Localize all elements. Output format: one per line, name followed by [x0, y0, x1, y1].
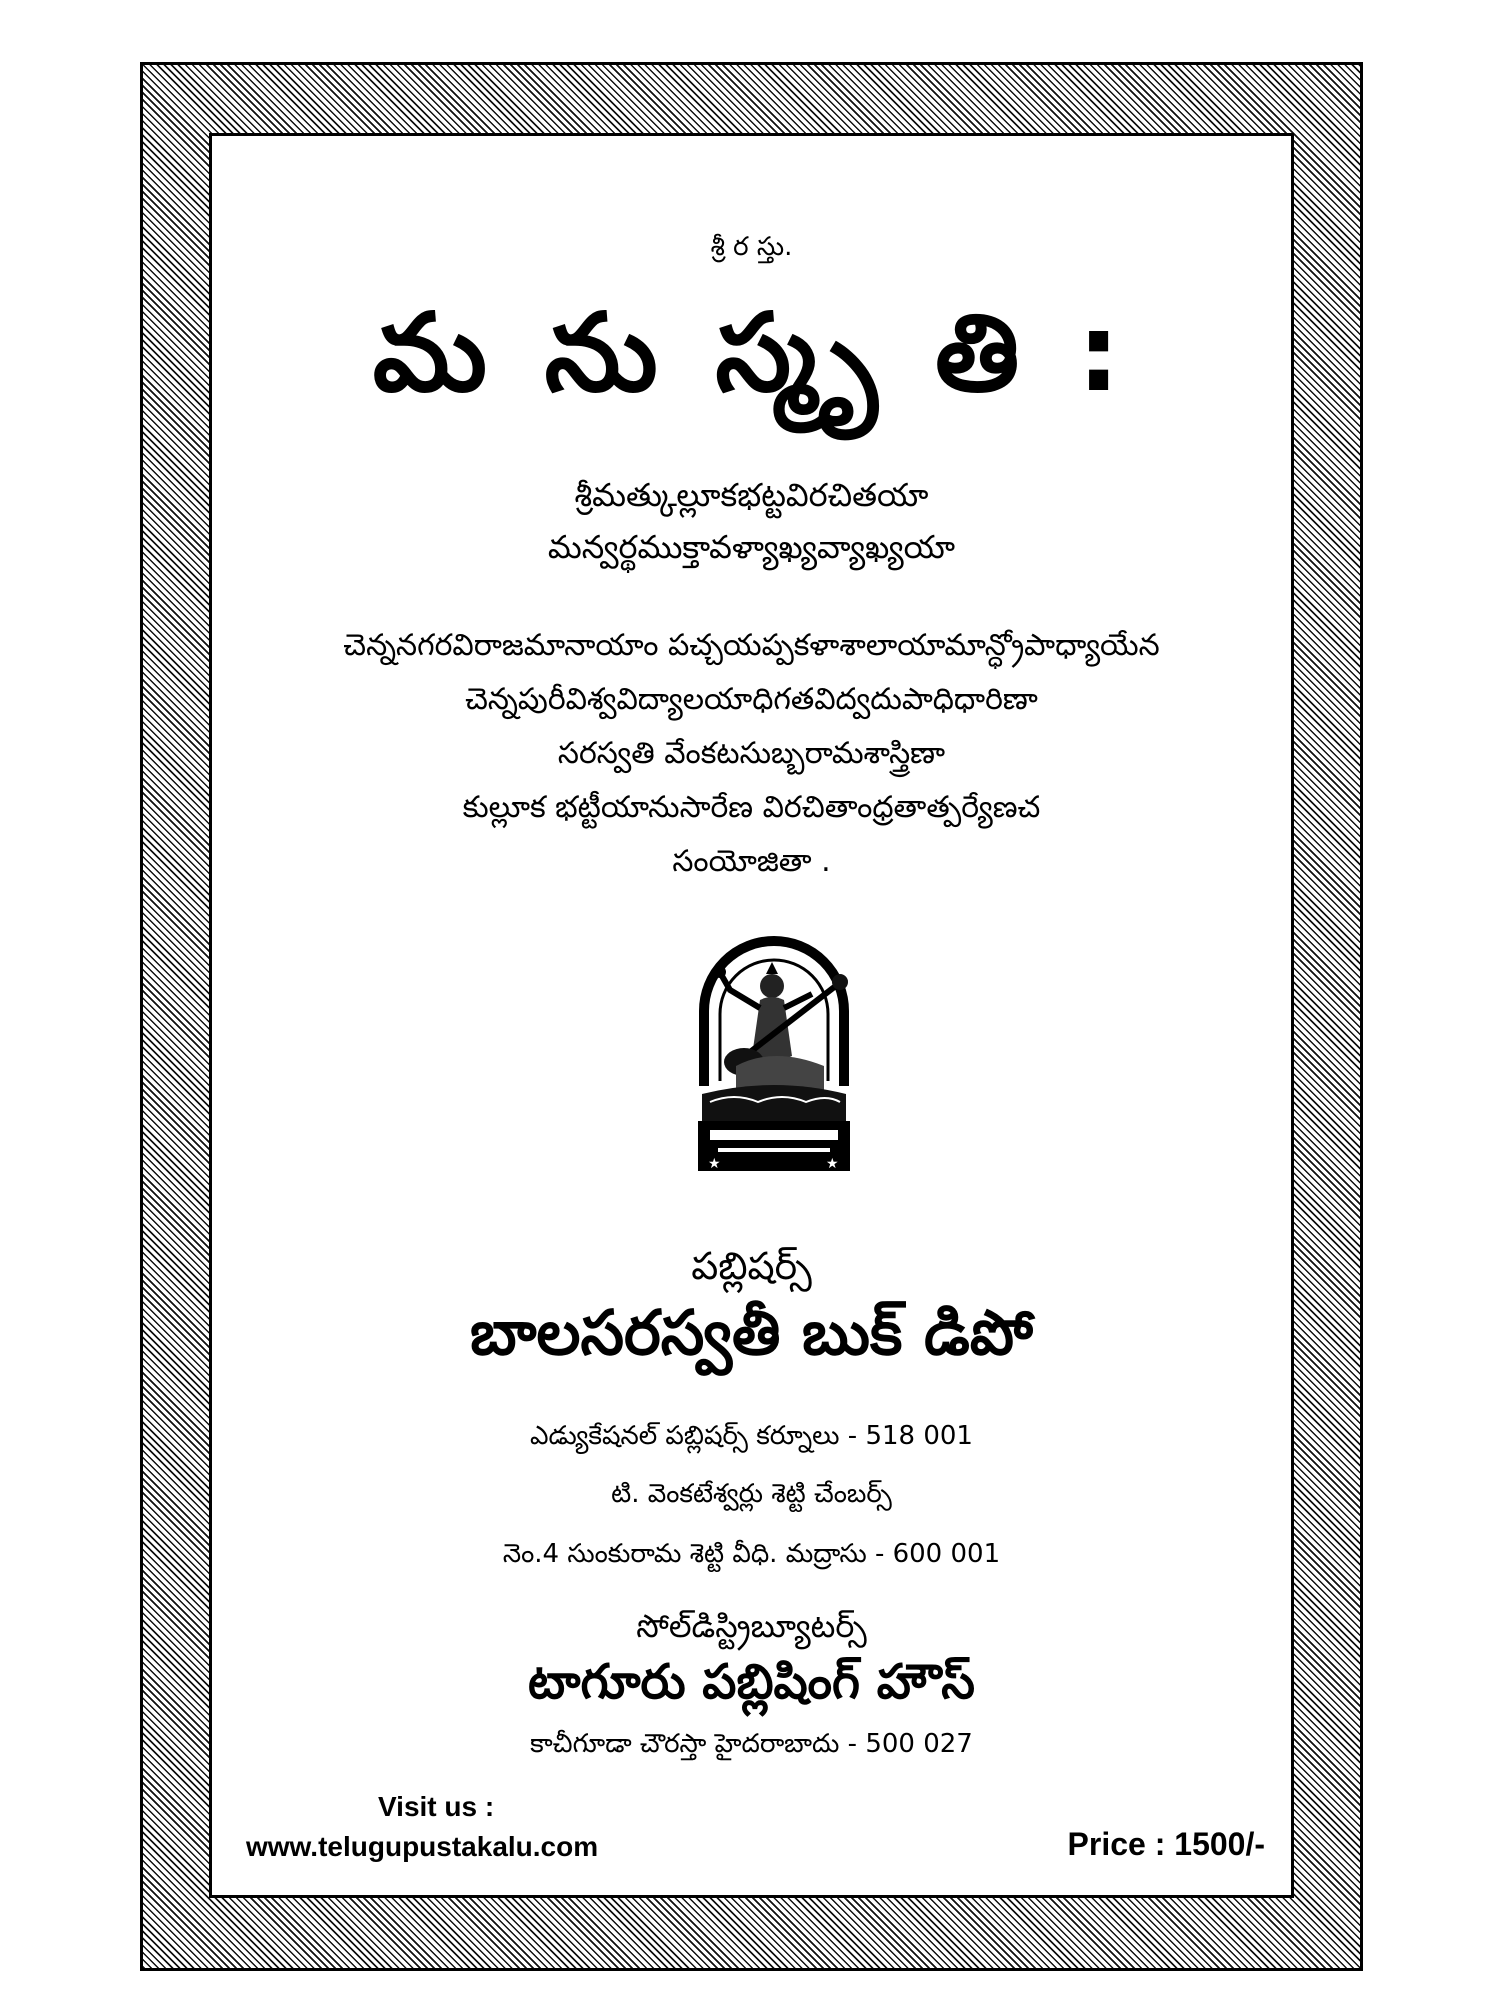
distributor-name: టాగూరు పబ్లిషింగ్ హౌస్: [528, 1654, 975, 1710]
publisher-address-line-1: ఎడ్యుకేషనల్ పబ్లిషర్స్ కర్నూలు - 518 001: [530, 1421, 973, 1451]
subtitle-line-2: మన్వర్థముక్తావళ్యాఖ్యవ్యాఖ్యయా: [547, 528, 956, 566]
publisher-name: బాలసరస్వతీ బుక్ డిపో: [470, 1296, 1033, 1369]
distributor-address: కాచీగూడా చౌరస్తా హైదరాబాదు - 500 027: [530, 1729, 973, 1759]
publisher-address-line-2: టి. వెంకటేశ్వర్లు శెట్టి చేంబర్స్: [611, 1479, 892, 1509]
hatched-border-frame: [140, 62, 1363, 1971]
cover-page: [209, 133, 1294, 1898]
saraswati-veena-emblem-icon: [674, 916, 874, 1186]
description-line-5: సంయోజితా .: [672, 844, 831, 879]
book-title: మ ను స్మృ తి :: [372, 291, 1131, 416]
price-label: Price : 1500/-: [1067, 1826, 1265, 1862]
svg-text:★: ★: [826, 1156, 839, 1172]
website-link[interactable]: www.telugupustakalu.com: [246, 1831, 599, 1862]
distributors-label: సోల్‌డిస్ట్రిబ్యూటర్స్: [636, 1607, 867, 1645]
description-line-2: చెన్నపురీవిశ్వవిద్యాలయాధిగతవిద్వదుపాధిధారిణా: [465, 682, 1038, 717]
publishers-label: పబ్లిషర్స్: [691, 1244, 812, 1288]
description-line-3: సరస్వతి వేంకటసుబ్బరామశాస్త్రిణా: [557, 736, 946, 771]
visit-label: Visit us :: [378, 1791, 495, 1822]
description-line-4: కుల్లూక భట్టీయానుసారేణ విరచితాంధ్రతాత్పర్యేణచ: [462, 790, 1041, 825]
invocation-text: శ్రీ ర స్తు.: [710, 232, 793, 262]
description-line-1: చెన్ననగరవిరాజమానాయాం పచ్చయప్పకళాశాలాయామాన్ధ్రోపాధ్యాయేన: [343, 628, 1160, 663]
subtitle-line-1: శ్రీమత్కుల్లూకభట్టవిరచితయా: [574, 476, 929, 514]
publisher-address-line-3: నెం.4 సుంకురామ శెట్టి వీధి. మద్రాసు - 600 001: [502, 1539, 1001, 1569]
svg-text:★: ★: [708, 1156, 721, 1172]
